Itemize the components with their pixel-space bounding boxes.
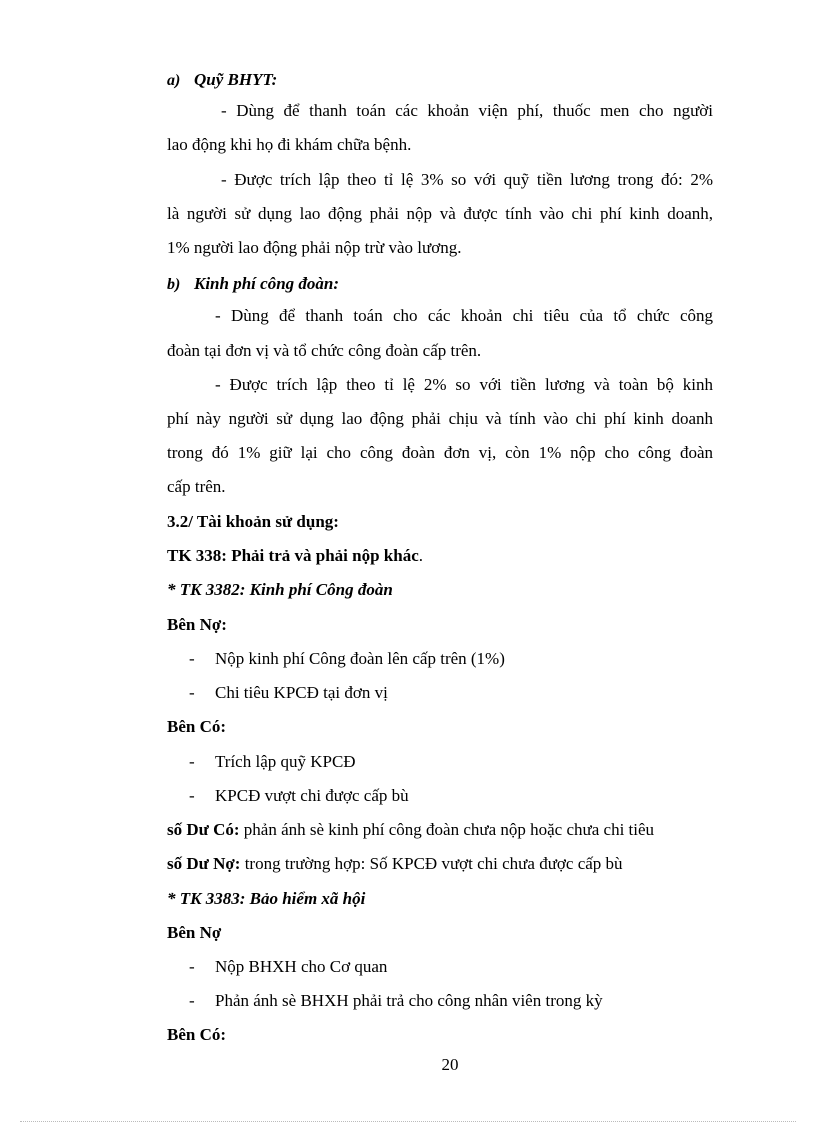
section-a-para2-line2: là người sử dụng lao động phải nộp và được tính vào chi phí kinh doanh, xyxy=(167,204,713,223)
section-b-para1-line2: đoàn tại đơn vị và tổ chức công đoàn cấp trên. xyxy=(167,341,482,360)
heading-3-2: 3.2/ Tài khoản sử dụng: xyxy=(167,512,339,531)
tk3382-title: * TK 3382: Kinh phí Công đoàn xyxy=(167,580,393,599)
credit-balance-text: phản ánh sè kinh phí công đoàn chưa nộp hoặc chưa chi tiêu xyxy=(239,820,655,839)
section-b-para2-line1: - Được trích lập theo tỉ lệ 2% so với tiền lương và toàn bộ kinh xyxy=(215,375,713,394)
section-a-para2-line1: - Được trích lập theo tỉ lệ 3% so với quỹ tiền lương trong đó: 2% xyxy=(221,170,713,189)
tk338-title: TK 338: Phải trả và phải nộp khác xyxy=(167,546,419,565)
tk3382-debit-balance xyxy=(167,854,623,874)
tk3383-credit-label: Bên Có: xyxy=(167,1025,227,1044)
section-a-para2-line3: 1% người lao động phải nộp trừ vào lương. xyxy=(167,238,462,257)
section-a-para1-line1: - Dùng để thanh toán các khoản viện phí, thuốc men cho người xyxy=(221,101,713,120)
bullet: - xyxy=(189,991,195,1010)
section-a-title: Quỹ BHYT: xyxy=(194,70,278,89)
list-item-text: Phản ánh sè BHXH phải trả cho công nhân viên trong kỳ xyxy=(215,991,603,1010)
tk338-tail: . xyxy=(418,546,423,565)
list-item-text: Nộp kinh phí Công đoàn lên cấp trên (1%) xyxy=(215,649,505,668)
bullet: - xyxy=(189,957,195,976)
debit-balance-label: số Dư Nợ: xyxy=(167,854,241,873)
section-a-label: a) xyxy=(167,72,181,89)
list-item-text: Nộp BHXH cho Cơ quan xyxy=(215,957,388,976)
section-b-para2-line2: phí này người sử dụng lao động phải chịu và tính vào chi phí kinh doanh xyxy=(167,409,713,428)
section-a-para1-line2: lao động khi họ đi khám chữa bệnh. xyxy=(167,135,412,154)
section-b-para2-line4: cấp trên. xyxy=(167,477,226,496)
section-b-label: b) xyxy=(167,276,181,293)
bottom-dotted-divider xyxy=(20,1121,796,1122)
section-b-title: Kinh phí công đoàn: xyxy=(194,274,340,293)
tk3382-debit-label: Bên Nợ: xyxy=(167,615,227,634)
list-item-text: KPCĐ vượt chi được cấp bù xyxy=(215,786,409,805)
bullet: - xyxy=(189,752,195,771)
tk3383-title: * TK 3383: Bảo hiểm xã hội xyxy=(167,889,366,908)
section-a-heading xyxy=(167,70,277,91)
page-number: 20 xyxy=(441,1055,459,1074)
section-b-para2-line3: trong đó 1% giữ lại cho công đoàn đơn vị, còn 1% nộp cho công đoàn xyxy=(167,443,713,462)
tk3382-credit-label: Bên Có: xyxy=(167,717,227,736)
tk3383-debit-label: Bên Nợ xyxy=(167,923,222,942)
section-b-para1-line1: - Dùng để thanh toán cho các khoản chi tiêu của tổ chức công xyxy=(215,306,713,325)
list-item-text: Trích lập quỹ KPCĐ xyxy=(215,752,356,771)
bullet: - xyxy=(189,786,195,805)
tk3382-credit-balance xyxy=(167,820,654,840)
bullet: - xyxy=(189,683,195,702)
debit-balance-text: trong trường hợp: Số KPCĐ vượt chi chưa được cấp bù xyxy=(240,854,623,873)
list-item-text: Chi tiêu KPCĐ tại đơn vị xyxy=(215,683,388,702)
tk338-line xyxy=(167,546,423,566)
bullet: - xyxy=(189,649,195,668)
credit-balance-label: số Dư Có: xyxy=(167,820,240,839)
section-b-heading xyxy=(167,274,339,295)
